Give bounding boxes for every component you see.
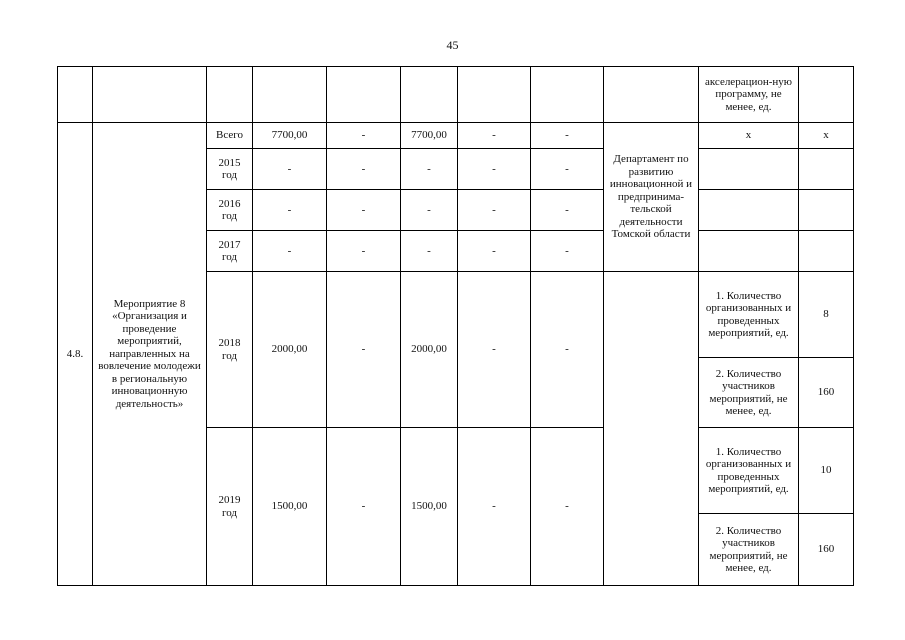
cell-empty xyxy=(401,67,458,123)
cell-empty xyxy=(799,67,854,123)
amount-local: - xyxy=(458,272,531,428)
amount-total: - xyxy=(253,231,327,272)
indicator-value: 160 xyxy=(799,358,854,428)
amount-federal: - xyxy=(327,190,401,231)
amount-local: - xyxy=(458,428,531,586)
cell-empty xyxy=(799,149,854,190)
executor-continued xyxy=(604,272,699,586)
amount-regional: 7700,00 xyxy=(401,123,458,149)
cell-empty xyxy=(458,67,531,123)
executor: Департамент по развитию инновационной и предпринима-тельской деятельности Томской области xyxy=(604,123,699,272)
amount-local: - xyxy=(458,231,531,272)
period-label: 2019 год xyxy=(207,428,253,586)
amount-federal: - xyxy=(327,428,401,586)
cell-empty xyxy=(253,67,327,123)
cell-empty xyxy=(699,149,799,190)
period-label: 2015 год xyxy=(207,149,253,190)
amount-total: - xyxy=(253,190,327,231)
amount-other: - xyxy=(531,272,604,428)
period-label: 2018 год xyxy=(207,272,253,428)
item-number: 4.8. xyxy=(58,123,93,586)
amount-local: - xyxy=(458,190,531,231)
period-label: Всего xyxy=(207,123,253,149)
cell-empty xyxy=(93,67,207,123)
amount-federal: - xyxy=(327,272,401,428)
amount-total: 7700,00 xyxy=(253,123,327,149)
table-row-total xyxy=(58,123,854,149)
indicator-value: 160 xyxy=(799,514,854,586)
amount-regional: - xyxy=(401,149,458,190)
cell-empty xyxy=(207,67,253,123)
amount-local: - xyxy=(458,123,531,149)
indicator-cell: 2. Количество участников мероприятий, не менее, ед. xyxy=(699,358,799,428)
indicator-cell: акселерацион-ную программу, не менее, ед. xyxy=(699,67,799,123)
indicator-value: x xyxy=(799,123,854,149)
item-name: Мероприятие 8 «Организация и проведение мероприятий, направленных на вовлечение молодежи в региональную инновационную деятельность» xyxy=(93,123,207,586)
amount-total: 2000,00 xyxy=(253,272,327,428)
amount-regional: 1500,00 xyxy=(401,428,458,586)
carry-over-row xyxy=(58,67,854,123)
amount-federal: - xyxy=(327,123,401,149)
indicator-value: 10 xyxy=(799,428,854,514)
amount-other: - xyxy=(531,428,604,586)
amount-federal: - xyxy=(327,149,401,190)
amount-total: 1500,00 xyxy=(253,428,327,586)
indicator-cell: 1. Количество организованных и проведенных мероприятий, ед. xyxy=(699,272,799,358)
indicator-cell: x xyxy=(699,123,799,149)
indicator-value: 8 xyxy=(799,272,854,358)
cell-empty xyxy=(799,190,854,231)
cell-empty xyxy=(58,67,93,123)
cell-empty xyxy=(699,190,799,231)
period-label: 2017 год xyxy=(207,231,253,272)
amount-regional: - xyxy=(401,190,458,231)
indicator-cell: 1. Количество организованных и проведенных мероприятий, ед. xyxy=(699,428,799,514)
cell-empty xyxy=(699,231,799,272)
page-number: 45 xyxy=(446,38,459,52)
program-table xyxy=(57,66,854,586)
amount-federal: - xyxy=(327,231,401,272)
amount-other: - xyxy=(531,231,604,272)
amount-regional: 2000,00 xyxy=(401,272,458,428)
cell-empty xyxy=(799,231,854,272)
amount-regional: - xyxy=(401,231,458,272)
cell-empty xyxy=(531,67,604,123)
amount-other: - xyxy=(531,190,604,231)
cell-empty xyxy=(327,67,401,123)
amount-local: - xyxy=(458,149,531,190)
cell-empty xyxy=(604,67,699,123)
amount-total: - xyxy=(253,149,327,190)
amount-other: - xyxy=(531,149,604,190)
amount-other: - xyxy=(531,123,604,149)
period-label: 2016 год xyxy=(207,190,253,231)
indicator-cell: 2. Количество участников мероприятий, не менее, ед. xyxy=(699,514,799,586)
